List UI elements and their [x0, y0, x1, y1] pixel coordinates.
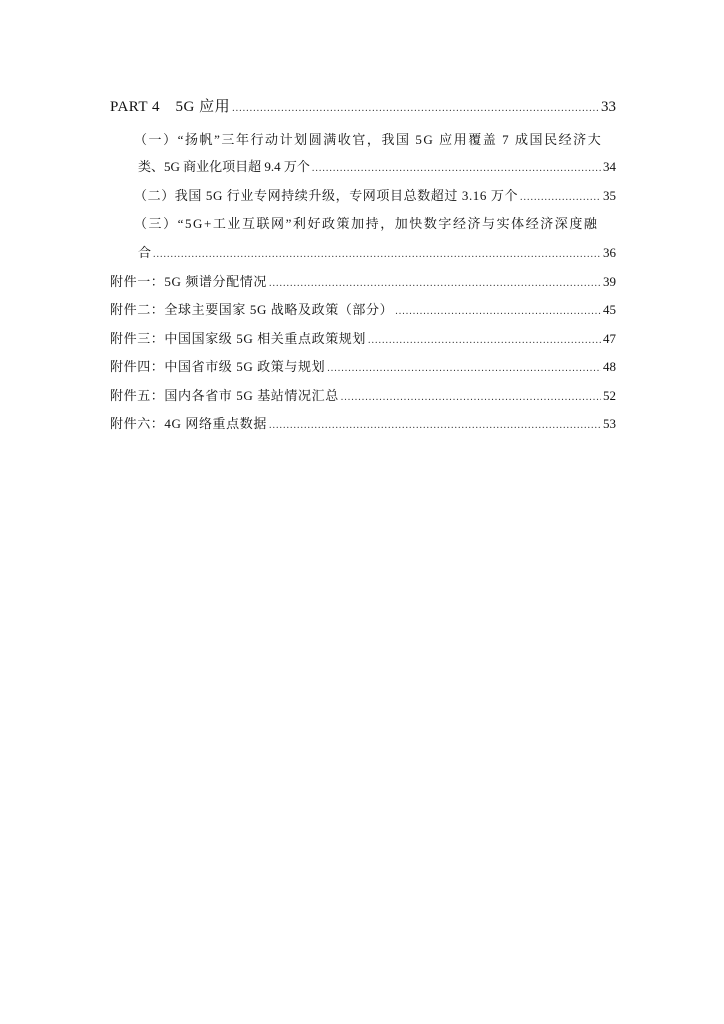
toc-leader-dots	[520, 189, 601, 207]
toc-section-3-line2: 合	[138, 245, 152, 260]
toc-leader-dots	[368, 332, 601, 350]
toc-appendix-2-entry[interactable]	[110, 301, 616, 321]
toc-appendix-1-entry[interactable]	[110, 273, 616, 293]
toc-page-number: 45	[603, 302, 616, 317]
toc-page-number: 33	[601, 99, 616, 115]
toc-section-2-label: （二）我国 5G 行业专网持续升级，专网项目总数超过 3.16 万个	[134, 188, 519, 203]
toc-leader-dots	[341, 389, 601, 407]
toc-appendix-label: 附件六：4G 网络重点数据	[110, 416, 267, 431]
toc-page-number: 48	[603, 359, 616, 374]
toc-section-1-line2: 类、5G 商业化项目超 9.4 万个	[138, 159, 310, 174]
toc-appendix-5-entry[interactable]	[110, 387, 616, 407]
toc-page-number: 36	[603, 245, 616, 260]
toc-page-number: 35	[603, 188, 616, 203]
toc-appendix-6-entry[interactable]	[110, 415, 616, 435]
toc-section-1-entry[interactable]	[138, 158, 616, 178]
toc-page-number: 53	[603, 416, 616, 431]
toc-appendix-label: 附件二：全球主要国家 5G 战略及政策（部分）	[110, 302, 394, 317]
toc-section-3-line1[interactable]: （三）“5G+工业互联网”利好政策加持，加快数字经济与实体经济深度融	[134, 216, 599, 231]
toc-section-1-line1[interactable]: （一）“扬帆”三年行动计划圆满收官，我国 5G 应用覆盖 7 成国民经济大	[134, 132, 603, 147]
toc-page-number: 47	[603, 331, 616, 346]
toc-leader-dots	[232, 99, 599, 119]
toc-appendix-3-entry[interactable]	[110, 330, 616, 350]
toc-appendix-label: 附件一：5G 频谱分配情况	[110, 274, 267, 289]
toc-page-number: 39	[603, 274, 616, 289]
toc-appendix-label: 附件四：中国省市级 5G 政策与规划	[110, 359, 326, 374]
toc-leader-dots	[327, 360, 601, 378]
toc-part-label: PART 4 5G 应用	[110, 99, 231, 115]
toc-leader-dots	[153, 246, 601, 264]
toc-page-number: 52	[603, 388, 616, 403]
toc-leader-dots	[312, 160, 601, 178]
toc-section-2-entry[interactable]	[134, 187, 616, 207]
toc-leader-dots	[269, 275, 601, 293]
toc-leader-dots	[269, 417, 601, 435]
toc-appendix-label: 附件五：国内各省市 5G 基站情况汇总	[110, 388, 339, 403]
toc-section-3-entry[interactable]	[138, 244, 616, 264]
toc-appendix-4-entry[interactable]	[110, 358, 616, 378]
toc-part-entry[interactable]	[110, 97, 616, 119]
toc-leader-dots	[395, 303, 601, 321]
toc-appendix-label: 附件三：中国国家级 5G 相关重点政策规划	[110, 331, 366, 346]
toc-page-number: 34	[603, 159, 616, 174]
